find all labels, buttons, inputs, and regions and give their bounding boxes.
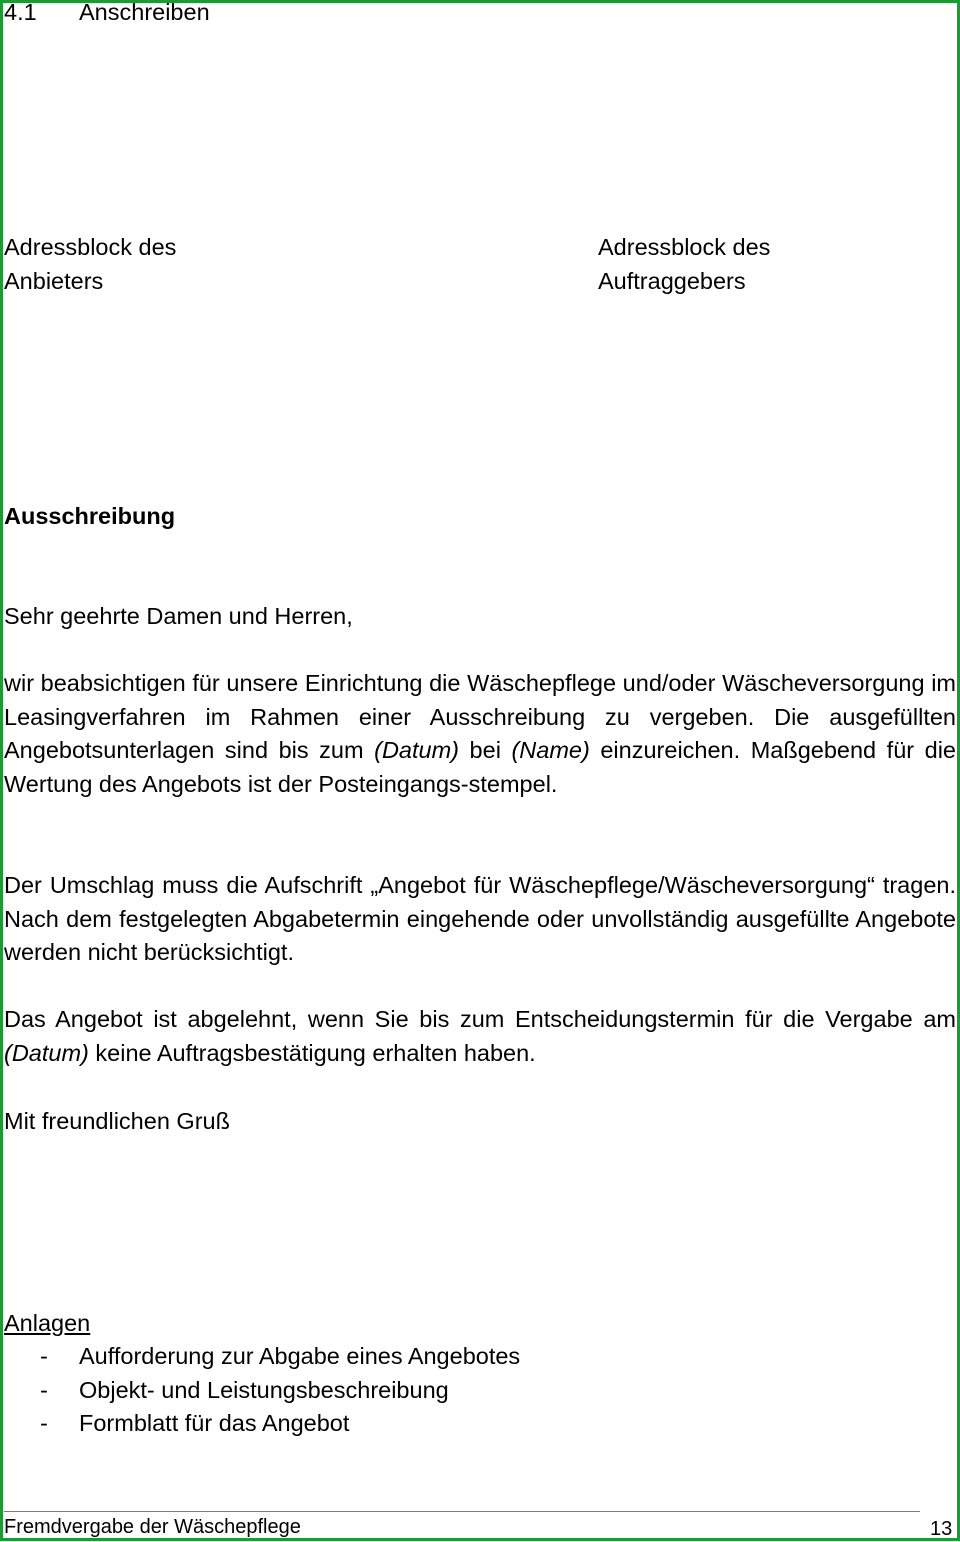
section-title: Anschreiben xyxy=(79,0,210,25)
attachments-title: Anlagen xyxy=(4,1310,91,1336)
paragraph-submission xyxy=(4,667,956,801)
letter-salutation: Sehr geehrte Damen und Herren, xyxy=(4,603,353,629)
page-number: 13 xyxy=(930,1518,953,1540)
footer-divider xyxy=(4,1511,920,1512)
placeholder-name: (Name) xyxy=(511,737,590,764)
footer-title: Fremdvergabe der Wäschepflege xyxy=(4,1516,301,1538)
section-number: 4.1 xyxy=(4,0,37,25)
address-client-line-2: Auftraggebers xyxy=(598,268,746,294)
list-bullet: - xyxy=(40,1343,48,1369)
attachment-item-label: Formblatt für das Angebot xyxy=(79,1410,350,1437)
letter-closing: Mit freundlichen Gruß xyxy=(4,1108,230,1134)
letter-subject: Ausschreibung xyxy=(4,503,176,529)
paragraph-envelope: Der Umschlag muss die Aufschrift „Angebot für Wäschepflege/Wäscheversorgung“ tragen. Nach dem festgelegten Abgabetermin eingehende oder unvollständig ausgefüllte Angebote werden nicht berücksichtigt. xyxy=(4,872,956,966)
address-bidder-line-2: Anbieters xyxy=(4,268,104,294)
placeholder-date: (Datum) xyxy=(374,737,459,764)
address-client-line-1: Adressblock des xyxy=(598,234,771,260)
address-block-client xyxy=(598,230,898,298)
paragraph-1-part-c: einzureichen. Maßgebend für die Wertung des Angebots ist der Posteingangs-stempel. xyxy=(4,737,957,797)
paragraph-3-part-b: keine Auftragsbestätigung erhalten haben. xyxy=(88,1039,536,1066)
address-bidder-line-1: Adressblock des xyxy=(4,234,177,260)
paragraph-1-part-a: wir beabsichtigen für unsere Einrichtung die Wäschepflege und/oder Wäscheversorgung im Leasingverfahren im Rahmen einer Ausschreibung zu vergeben. Die ausgefüllten Angebotsunterlagen sind bis zum xyxy=(4,670,956,764)
address-block-bidder xyxy=(4,230,304,298)
paragraph-1-part-b: bei xyxy=(459,737,512,764)
paragraph-rejection xyxy=(4,1003,956,1070)
list-bullet: - xyxy=(40,1376,48,1403)
attachment-item-label: Aufforderung zur Abgabe eines Angebotes xyxy=(79,1343,521,1369)
list-bullet: - xyxy=(40,1410,48,1437)
attachment-item-label: Objekt- und Leistungsbeschreibung xyxy=(79,1376,449,1403)
placeholder-decision-date: (Datum) xyxy=(4,1039,89,1066)
paragraph-3-part-a: Das Angebot ist abgelehnt, wenn Sie bis zum Entscheidungstermin für die Vergabe am xyxy=(4,1006,956,1032)
